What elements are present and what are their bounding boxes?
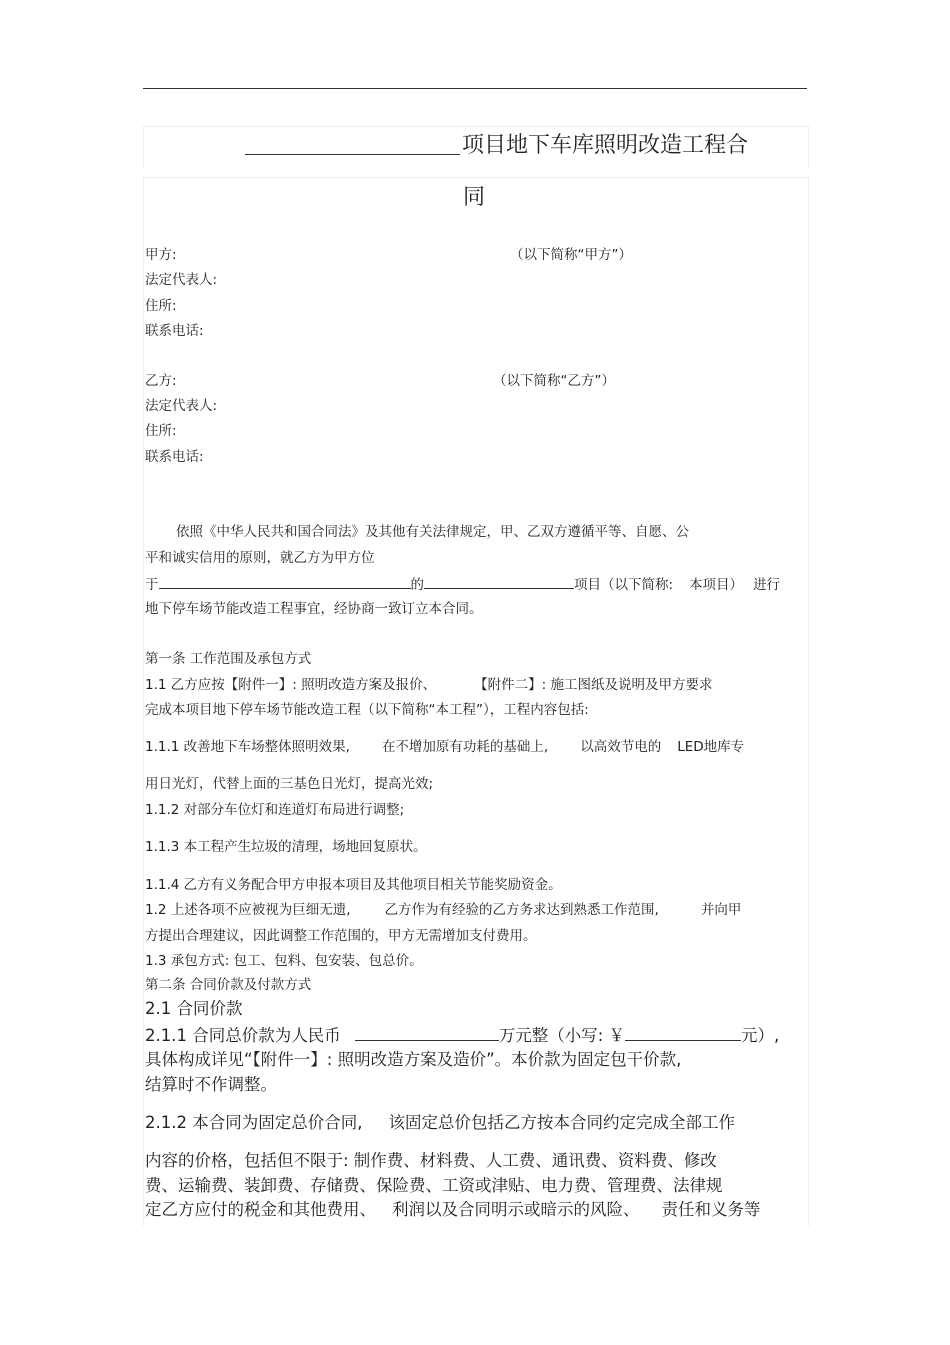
preamble-line: 地下停车场节能改造工程事宜，经协商一致订立本合同。 <box>145 601 483 617</box>
clause-1-1-2: 1.1.2 对部分车位灯和连道灯布局进行调整; <box>145 802 405 818</box>
text: 1.1.1 改善地下车场整体照明效果, <box>145 739 350 755</box>
text: 【附件二】: 施工图纸及说明及甲方要求 <box>474 677 713 693</box>
contract-title: 项目地下车库照明改造工程合 <box>462 133 749 158</box>
preamble-line: 平和诚实信用的原则，就乙方为甲方位 <box>145 550 375 566</box>
clause-2-1: 2.1 合同价款 <box>145 999 243 1018</box>
article-1-heading: 第一条 工作范围及承包方式 <box>145 651 312 667</box>
text: 万元整（小写: ￥ <box>498 1026 626 1045</box>
text: 2.1.2 本合同为固定总价合同, <box>145 1113 363 1132</box>
header-rule <box>143 88 807 89</box>
location-blank <box>159 574 411 589</box>
clause-1-2 <box>145 901 741 919</box>
project-name-blank <box>245 154 460 155</box>
preamble-location-line <box>145 574 780 594</box>
project-blank <box>424 574 574 589</box>
contract-title-cont: 同 <box>463 185 486 210</box>
text: 进行 <box>753 577 781 593</box>
party-a-note: （以下简称“甲方”） <box>510 247 632 263</box>
party-b-note: （以下简称“乙方”） <box>493 373 615 389</box>
party-a-phone: 联系电话: <box>145 323 204 339</box>
text: 该固定总价包括乙方按本合同约定完成全部工作 <box>388 1113 735 1132</box>
clause-2-1-2-cont: 内容的价格，包括但不限于: 制作费、材料费、人工费、通讯费、资料费、修改 <box>145 1151 717 1170</box>
amount-words-blank <box>355 1023 499 1041</box>
party-b-addr: 住所: <box>145 423 177 439</box>
clause-1-1-1-cont: 用日光灯，代替上面的三基色日光灯，提高光效; <box>145 776 434 792</box>
party-a-label: 甲方: <box>145 247 177 263</box>
text: 本项目） <box>689 577 744 593</box>
text: 的 <box>410 577 424 593</box>
clause-2-1-2-cont <box>145 1199 761 1221</box>
party-a-rep: 法定代表人: <box>145 272 218 288</box>
preamble-line: 依照《中华人民共和国合同法》及其他有关法律规定，甲、乙双方遵循平等、自愿、公 <box>176 524 689 540</box>
clause-1-1-3: 1.1.3 本工程产生垃圾的清理，场地回复原状。 <box>145 839 427 855</box>
text: 元）, <box>741 1026 780 1045</box>
party-b-rep: 法定代表人: <box>145 398 218 414</box>
text: 并向甲 <box>700 902 742 918</box>
clause-2-1-1 <box>145 1023 779 1047</box>
text: 乙方作为有经验的乙方务求达到熟悉工作范围, <box>384 902 659 918</box>
party-b-label: 乙方: <box>145 373 177 389</box>
clause-2-1-2-cont: 费、运输费、装卸费、存储费、保险费、工资或津贴、电力费、管理费、法律规 <box>145 1176 723 1195</box>
text: 2.1.1 合同总价款为人民币 <box>145 1026 341 1045</box>
clause-1-2-cont: 方提出合理建议，因此调整工作范围的，甲方无需增加支付费用。 <box>145 928 537 944</box>
party-a-addr: 住所: <box>145 298 177 314</box>
clause-1-1 <box>145 676 712 694</box>
clause-1-1-4: 1.1.4 乙方有义务配合甲方申报本项目及其他项目相关节能奖励资金。 <box>145 877 562 893</box>
text: 责任和义务等 <box>661 1200 761 1219</box>
text: 在不增加原有功耗的基础上, <box>381 739 549 755</box>
clause-1-1-cont: 完成本项目地下停车场节能改造工程（以下简称“本工程”），工程内容包括: <box>145 702 589 718</box>
text: 以高效节电的 <box>580 739 662 755</box>
text: 定乙方应付的税金和其他费用、 <box>145 1200 376 1219</box>
text: LED地库专 <box>677 739 745 755</box>
text: 1.1 乙方应按【附件一】: 照明改造方案及报价、 <box>145 677 437 693</box>
clause-1-1-1 <box>145 738 744 756</box>
text: 1.2 上述各项不应被视为巨细无遗, <box>145 902 351 918</box>
text: 项目（以下简称: <box>574 577 674 593</box>
clause-2-1-2 <box>145 1112 735 1134</box>
clause-2-1-1-cont: 具体构成详见“【附件一】: 照明改造方案及造价”。本价款为固定包干价款, <box>145 1050 682 1069</box>
text: 利润以及合同明示或暗示的风险、 <box>392 1200 640 1219</box>
article-2-heading: 第二条 合同价款及付款方式 <box>145 977 312 993</box>
clause-2-1-1-cont: 结算时不作调整。 <box>145 1075 277 1094</box>
amount-figures-blank <box>625 1023 741 1041</box>
clause-1-3: 1.3 承包方式: 包工、包料、包安装、包总价。 <box>145 953 423 969</box>
party-b-phone: 联系电话: <box>145 449 204 465</box>
text: 于 <box>145 577 159 593</box>
